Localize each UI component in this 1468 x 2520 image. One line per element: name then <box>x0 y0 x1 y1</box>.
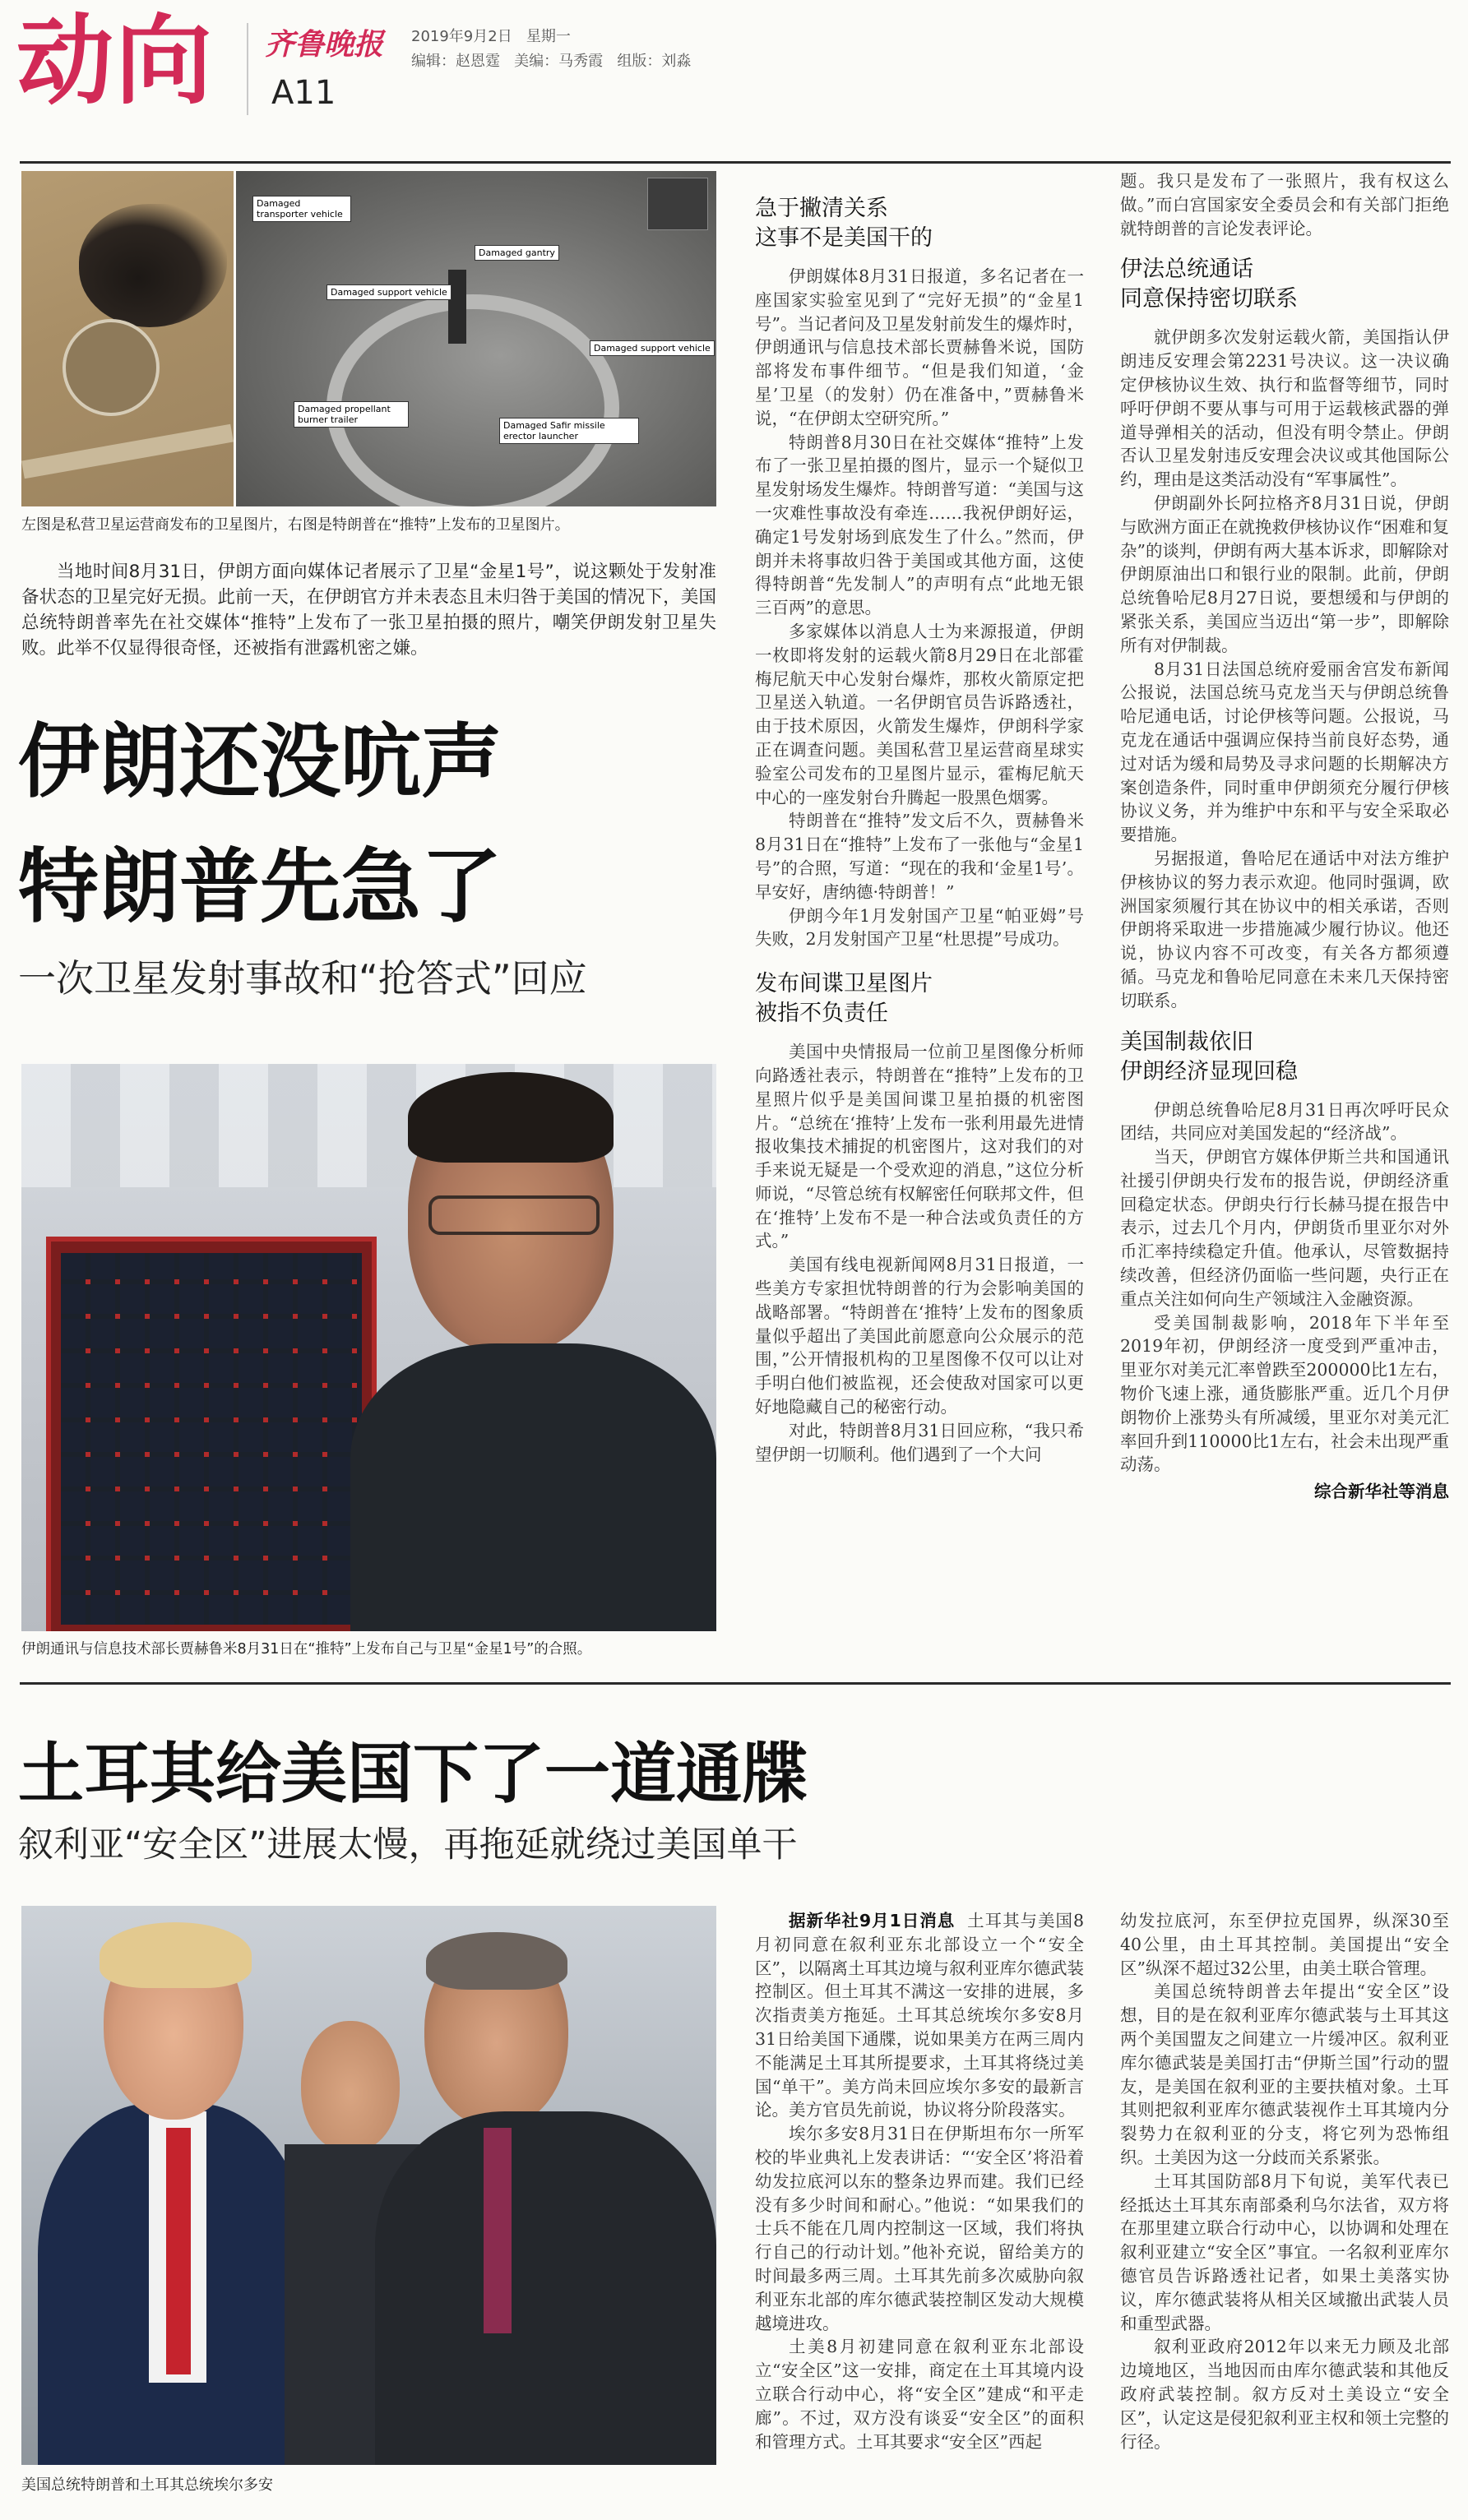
label-erector-launcher: Damaged Safir missile erector launcher <box>499 418 639 444</box>
paragraph: 多家媒体以消息人士为来源报道，伊朗一枚即将发射的运载火箭8月29日在北部霍梅尼航天中心发射台爆炸，那枚火箭原定把卫星送入轨道。一名伊朗官员告诉路透社，由于技术原因，火箭发生爆炸，伊朗科学家正在调查问题。美国私营卫星运营商星球实验室公司发布的卫星图片显示，霍梅尼航天中心的一座发射台升腾起一股黑色烟雾。 <box>755 621 1084 807</box>
satellite-image-left <box>21 171 234 506</box>
launch-tower <box>448 270 466 344</box>
weekday-text: 星期一 <box>526 28 571 45</box>
editor-credit: 编辑：赵恩霆 <box>411 53 500 70</box>
paragraph: 伊朗副外长阿拉格齐8月31日说，伊朗与欧洲方面正在就挽救伊核协议作“困难和复杂”的谈判，伊朗有两大基本诉求，即解除对伊朗原油出口和银行业的限制。此前，伊朗总统鲁哈尼8月27日说，要想缓和与伊朗的紧张关系，美国应当迈出“第一步”，即解除所有对伊制裁。 <box>1120 492 1449 655</box>
paragraph: 题。我只是发布了一张照片，我有权这么做。”而白宫国家安全委员会和有关部门拒绝就特朗普的言论发表评论。 <box>1120 171 1449 238</box>
paragraph: 就伊朗多次发射运载火箭，美国指认伊朗违反安理会第2231号决议。这一决议确定伊核协议生效、执行和监督等细节，同时呼吁伊朗不要从事与可用于运载核武器的弹道导弹相关的活动，但没有明令禁止。伊朗否认卫星发射违反安理会决议或其他国际公约，理由是这类活动没有“军事属性”。 <box>1120 327 1449 490</box>
minister-shirt <box>350 1343 716 1631</box>
section-title: 动向 <box>16 4 215 118</box>
trump-tie <box>166 2128 191 2374</box>
photo2-caption: 伊朗通讯与信息技术部长贾赫鲁米8月31日在“推特”上发布自己与卫星“金星1号”的合照。 <box>21 1641 592 1658</box>
launch-pad <box>63 319 160 416</box>
minister-photo <box>21 1064 716 1631</box>
paragraph: 特朗普在“推特”发文后不久，贾赫鲁米8月31日在“推特”上发布了一张他与“金星1号”的合照，写道：“现在的我和‘金星1号’。早安好，唐纳德·特朗普！” <box>755 811 1084 902</box>
paragraph: 另据报道，鲁哈尼在通话中对法方维护伊核协议的努力表示欢迎。他同时强调，欧洲国家须履行其在协议中的相关承诺，否则伊朗将采取进一步措施减少履行协议。他还说，协议内容不可改变，有关各方都须遵循。马克龙和鲁哈尼同意在未来几天保持密切联系。 <box>1120 848 1449 1010</box>
paragraph <box>755 1909 1084 2122</box>
masthead-date <box>411 25 571 46</box>
paragraph: 叙利亚政府2012年以来无力顾及北部边境地区，当地因而由库尔德武装和其他反政府武装控制。叙方反对土美设立“安全区”，认定这是侵犯叙利亚主权和领土完整的行径。 <box>1120 2337 1449 2452</box>
paragraph: 美国中央情报局一位前卫星图像分析师向路透社表示，特朗普在“推特”上发布的卫星照片似乎是美国间谍卫星拍摄的机密图片。“总统在‘推特’上发布一张利用最先进情报收集技术捕捉的机密图片，这对我们的对手来说无疑是一个受欢迎的消息，”这位分析师说，“尽管总统有权解密任何联邦文件，但在‘推特’上发布不是一种合法或负责任的方式。” <box>755 1042 1084 1251</box>
label-burner-trailer: Damaged propellant burner trailer <box>294 401 409 428</box>
paragraph: 幼发拉底河，东至伊拉克国界，纵深30至40公里，由土耳其控制。美国提出“安全区”纵深不超过32公里，由美土联合管理。 <box>1120 1911 1449 1978</box>
leaders-photo <box>21 1906 716 2465</box>
newspaper-logo: 齐鲁晚报 <box>265 27 384 62</box>
story1-column-2 <box>1120 169 1449 1504</box>
story1-headline-line1: 伊朗还没吭声 <box>18 715 502 809</box>
subhead-1 <box>755 194 1084 253</box>
label-transporter: Damaged transporter vehicle <box>252 196 351 222</box>
story1-subheadline: 一次卫星发射事故和“抢答式”回应 <box>18 956 587 1001</box>
erdogan-hair <box>426 1932 567 1990</box>
minister-glasses <box>428 1195 600 1235</box>
paragraph: 美国总统特朗普去年提出“安全区”设想，目的是在叙利亚库尔德武装与土耳其这两个美国盟友之间建立一片缓冲区。叙利亚库尔德武装是美国打击“伊斯兰国”行动的盟友，是美国在叙利亚的主要扶植对象。土耳其则把叙利亚库尔德武装视作土耳其境内分裂势力在叙利亚的分支，将它列为恐怖组织。土美因为这一分歧而关系紧张。 <box>1120 1981 1449 2167</box>
subhead-2 <box>755 969 1084 1029</box>
label-support-vehicle-1: Damaged support vehicle <box>326 284 452 300</box>
label-support-vehicle-2: Damaged support vehicle <box>590 340 715 356</box>
story2-headline: 土耳其给美国下了一道通牒 <box>18 1736 808 1812</box>
subhead-2-line2: 被指不负责任 <box>755 1001 888 1027</box>
story1-headline-line2: 特朗普先急了 <box>18 840 502 934</box>
satellite-panel <box>46 1237 377 1631</box>
story1-lead: 当地时间8月31日，伊朗方面向媒体记者展示了卫星“金星1号”，说这颗处于发射准备状态的卫星完好无损。此前一天，在伊朗官方并未表态且未归咎于美国的情况下，美国总统特朗普率先在社交媒体“推特”上发布了一张卫星拍摄的照片，嘲笑伊朗发射卫星失败。此举不仅显得很奇怪，还被指有泄露机密之嫌。 <box>21 562 716 659</box>
paragraph: 伊朗今年1月发射国产卫星“帕亚姆”号失败，2月发射国产卫星“杜思提”号成功。 <box>755 905 1084 950</box>
paragraph: 埃尔多安8月31日在伊斯坦布尔一所军校的毕业典礼上发表讲话：“‘安全区’将沿着幼发拉底河以东的整条边界而建。我们已经没有多少时间和耐心。”他说：“如果我们的士兵不能在几周内控制这一区域，我们将执行自己的行动计划。”他补充说，留给美方的时间最多两三周。土耳其先前多次威胁向叙利亚东北部的库尔德武装控制区发动大规模越境进攻。 <box>755 2124 1084 2333</box>
solar-cells <box>61 1253 362 1625</box>
subhead-3-line1: 伊法总统通话 <box>1120 257 1253 283</box>
paragraph: 特朗普8月30日在社交媒体“推特”上发布了一张卫星拍摄的图片，显示一个疑似卫星发射场发生爆炸。特朗普写道：“美国与这一灾难性事故没有牵连……我祝伊朗好运，确定1号发射场到底发生了什么。”然而，伊朗并未将事故归咎于美国或其他方面，这使得特朗普“先发制人”的声明有点“此地无银三百两”的意思。 <box>755 432 1084 618</box>
paragraph: 当天，伊朗官方媒体伊斯兰共和国通讯社援引伊朗央行发布的报告说，伊朗经济重回稳定状态。伊朗央行行长赫马提在报告中表示，过去几个月内，伊朗货币里亚尔对外币汇率持续稳定升值。他承认，尽管数据持续改善，但经济仍面临一些问题，央行正在重点关注如何向生产领域注入金融资源。 <box>1120 1147 1449 1309</box>
story2-subheadline: 叙利亚“安全区”进展太慢，再拖延就绕过美国单干 <box>18 1824 798 1866</box>
minister-hair <box>408 1072 614 1163</box>
erdogan-tie <box>484 2128 512 2333</box>
launch-ring <box>326 294 619 506</box>
road <box>21 424 234 479</box>
subhead-4 <box>1120 1028 1449 1087</box>
paragraph: 对此，特朗普8月31日回应称，“我只希望伊朗一切顺利。他们遇到了一个大问 <box>755 1420 1084 1464</box>
aide-head <box>301 2021 400 2152</box>
paragraph: 美国有线电视新闻网8月31日报道，一些美方专家担忧特朗普的行为会影响美国的战略部署。“特朗普在‘推特’上发布的图象质量似乎超出了美国此前愿意向公众展示的范围，”公开情报机构的卫星图像不仅可以让对手明白他们被监视，还会使敌对国家可以更好地隐藏自己的秘密行动。 <box>755 1255 1084 1417</box>
label-gantry: Damaged gantry <box>475 245 559 261</box>
subhead-3-line2: 同意保持密切联系 <box>1120 286 1298 312</box>
smoke-plume <box>79 204 227 327</box>
dateline: 据新华社9月1日消息 <box>789 1911 956 1930</box>
paragraph-text: 土耳其与美国8月初同意在叙利亚东北部设立一个“安全区”，以隔离土耳其边境与叙利亚库尔德武装控制区。但土耳其不满这一安排的进展，多次指责美方拖延。土耳其总统埃尔多安8月31日给美国下通牒，说如果美方在两三周内不能满足土耳其所提要求，土耳其将绕过美国“单干”。美方尚未回应埃尔多安的最新言论。美方官员先前说，协议将分阶段落实。 <box>755 1911 1084 2120</box>
paragraph: 土耳其国防部8月下旬说，美军代表已经抵达土耳其东南部桑利乌尔法省，双方将在那里建立联合行动中心，以协调和处理在叙利亚建立“安全区”事宜。一名叙利亚库尔德官员告诉路透社记者，如果土美落实协议，库尔德武装将从相关区域撤出武装人员和重型武器。 <box>1120 2171 1449 2333</box>
page-number: A11 <box>271 74 336 112</box>
satellite-image-right <box>236 171 716 506</box>
designer-credit: 美编：马秀霞 <box>514 53 604 70</box>
story2-column-1 <box>755 1909 1084 2453</box>
story1-column-1 <box>755 186 1084 1466</box>
story1-credit: 综合新华社等消息 <box>1314 1482 1449 1502</box>
subhead-1-line1: 急于撇清关系 <box>755 196 888 221</box>
masthead-credits <box>411 49 691 71</box>
date-text: 2019年9月2日 <box>411 28 512 45</box>
masthead-divider <box>247 23 248 115</box>
subhead-3 <box>1120 255 1449 314</box>
subhead-4-line2: 伊朗经济显现回稳 <box>1120 1058 1298 1084</box>
layout-credit: 组版：刘淼 <box>617 53 692 70</box>
middle-rule <box>20 1682 1451 1685</box>
paragraph: 受美国制裁影响，2018年下半年至2019年初，伊朗经济一度受到严重冲击，里亚尔对美元汇率曾跌至200000比1左右，物价飞速上涨，通货膨胀严重。近几个月伊朗物价上涨势头有所减缓，里亚尔对美元汇率回升到110000比1左右，社会未出现严重动荡。 <box>1120 1312 1449 1475</box>
erdogan-suit <box>375 2111 716 2465</box>
photo1-caption: 左图是私营卫星运营商发布的卫星图片，右图是特朗普在“推特”上发布的卫星图片。 <box>21 516 570 534</box>
subhead-2-line1: 发布间谍卫星图片 <box>755 971 933 997</box>
paragraph: 伊朗媒体8月31日报道，多名记者在一座国家实验室见到了“完好无损”的“金星1号”。当记者问及卫星发射前发生的爆炸时，伊朗通讯与信息技术部长贾赫鲁米说，国防部将发布事件细节。“但是我们知道，‘金星’卫星（的发射）仍在准备中，”贾赫鲁米说，“在伊朗太空研究所。” <box>755 266 1084 428</box>
subhead-4-line1: 美国制裁依旧 <box>1120 1029 1253 1055</box>
photo3-caption: 美国总统特朗普和土耳其总统埃尔多安 <box>21 2476 273 2494</box>
paragraph: 伊朗总统鲁哈尼8月31日再次呼吁民众团结，共同应对美国发起的“经济战”。 <box>1120 1099 1449 1144</box>
paragraph: 8月31日法国总统府爱丽舍宫发布新闻公报说，法国总统马克龙当天与伊朗总统鲁哈尼通电话，讨论伊核等问题。公报说，马克龙在通话中强调应保持当前良好态势，通过对话为缓和局势及寻求问题的长期解决方案创造条件，同时重申伊朗须充分履行伊核协议义务，并为维护中东和平与安全采取必要措施。 <box>1120 659 1449 845</box>
story2-column-2 <box>1120 1909 1449 2453</box>
paragraph: 土美8月初建同意在叙利亚东北部设立“安全区”这一安排，商定在土耳其境内设立联合行动中心，将“安全区”建成“和平走廊”。不过，双方没有谈妥“安全区”的面积和管理方式。土耳其要求“安全区”西起 <box>755 2337 1084 2452</box>
top-rule <box>20 161 1451 164</box>
subhead-1-line2: 这事不是美国干的 <box>755 225 933 251</box>
trump-hair <box>100 1922 252 1988</box>
iran-map-inset <box>647 178 708 230</box>
